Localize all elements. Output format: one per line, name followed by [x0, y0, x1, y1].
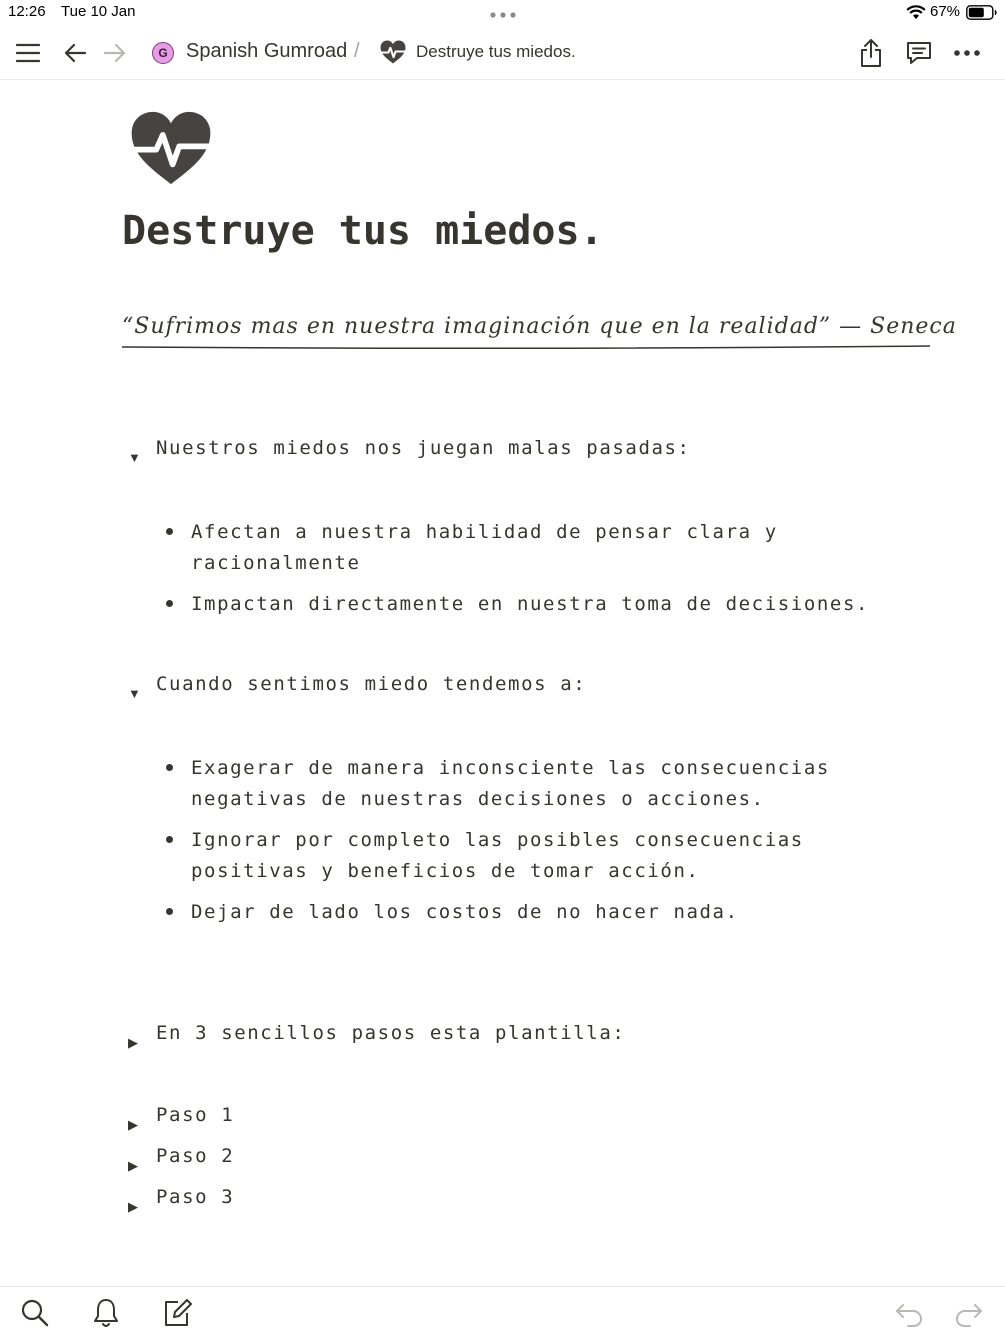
toggle-expanded-icon[interactable]: ▼ [128, 686, 141, 701]
list-item[interactable] [191, 825, 804, 887]
search-icon [20, 1297, 50, 1329]
menu-button[interactable] [12, 26, 44, 80]
bullet-dot [166, 836, 173, 843]
undo-icon [894, 1297, 924, 1329]
toggle-label: Cuando sentimos miedo tendemos a: [156, 673, 587, 695]
forward-button[interactable] [100, 26, 130, 80]
comments-button[interactable] [904, 26, 934, 80]
notifications-button[interactable] [91, 1297, 121, 1334]
toggle-collapsed-icon[interactable]: ▶ [128, 1199, 138, 1214]
bottom-toolbar [0, 1286, 1005, 1340]
toggle-collapsed-icon[interactable]: ▶ [128, 1158, 138, 1173]
toggle-expanded-icon[interactable]: ▼ [128, 450, 141, 465]
heartbeat-icon [380, 40, 406, 64]
list-item-line: racionalmente [191, 552, 361, 574]
bell-icon [91, 1297, 121, 1329]
breadcrumb-page[interactable]: Destruye tus miedos. [416, 42, 576, 61]
list-item[interactable] [191, 517, 778, 579]
page-heartbeat-icon[interactable] [130, 110, 212, 186]
search-button[interactable] [20, 1297, 50, 1334]
toggle-block-pasos[interactable] [128, 1022, 626, 1051]
more-icon [953, 49, 981, 57]
list-item-line: Dejar de lado los costos de no hacer nada. [191, 901, 739, 923]
toggle-block-paso-3[interactable] [128, 1186, 235, 1215]
toggle-block-miedos[interactable] [128, 437, 691, 465]
list-item[interactable] [191, 589, 869, 620]
list-item-line: Exagerar de manera inconsciente las consecuencias [191, 757, 830, 779]
list-item-line: Afectan a nuestra habilidad de pensar clara y [191, 521, 778, 543]
toggle-label: Paso 1 [156, 1104, 235, 1126]
breadcrumb-workspace[interactable]: Spanish Gumroad [186, 40, 348, 62]
top-navigation-bar [0, 26, 1005, 80]
toggle-label: Nuestros miedos nos juegan malas pasadas: [156, 437, 691, 459]
workspace-avatar[interactable]: G [152, 42, 174, 64]
toggle-label: Paso 2 [156, 1145, 235, 1167]
redo-icon [954, 1297, 984, 1329]
back-button[interactable] [60, 26, 90, 80]
bullet-dot [166, 764, 173, 771]
toggle-collapsed-icon[interactable]: ▶ [128, 1117, 138, 1132]
status-time: 12:26 [8, 3, 46, 20]
toggle-label: En 3 sencillos pasos esta plantilla: [156, 1022, 626, 1044]
bullet-dot [166, 600, 173, 607]
status-date: Tue 10 Jan [61, 3, 136, 20]
undo-button[interactable] [894, 1297, 924, 1334]
comment-icon [905, 40, 933, 66]
list-item-line: Ignorar por completo las posibles consecuencias [191, 829, 804, 851]
list-item-line: positivas y beneficios de tomar acción. [191, 860, 700, 882]
forward-arrow-icon [103, 42, 127, 64]
battery-icon [966, 5, 998, 20]
breadcrumb-separator: / [354, 40, 360, 62]
compose-icon [162, 1297, 192, 1329]
share-button[interactable] [856, 26, 886, 80]
list-item[interactable] [191, 897, 739, 928]
list-item-line: Impactan directamente en nuestra toma de decisiones. [191, 593, 870, 615]
toggle-label: Paso 3 [156, 1186, 235, 1208]
multitasking-dots-icon[interactable] [489, 12, 517, 18]
status-bar [0, 0, 1005, 26]
bullet-dot [166, 528, 173, 535]
list-item[interactable] [191, 753, 830, 815]
battery-percent: 67% [930, 3, 961, 20]
back-arrow-icon [63, 42, 87, 64]
quote-underline [122, 343, 930, 351]
page-title[interactable]: Destruye tus miedos. [122, 208, 604, 254]
wifi-icon [906, 5, 926, 20]
share-icon [859, 38, 883, 68]
bullet-dot [166, 908, 173, 915]
menu-icon [15, 42, 41, 64]
new-page-button[interactable] [162, 1297, 192, 1334]
toggle-block-tendemos[interactable] [128, 673, 587, 701]
redo-button[interactable] [954, 1297, 984, 1334]
more-options-button[interactable] [952, 26, 982, 80]
quote-text[interactable]: “Sufrimos mas en nuestra imaginación que en la realidad” — Seneca [122, 314, 957, 339]
toggle-collapsed-icon[interactable]: ▶ [128, 1035, 138, 1050]
toggle-block-paso-1[interactable] [128, 1104, 235, 1133]
list-item-line: negativas de nuestras decisiones o acciones. [191, 788, 765, 810]
toggle-block-paso-2[interactable] [128, 1145, 235, 1174]
